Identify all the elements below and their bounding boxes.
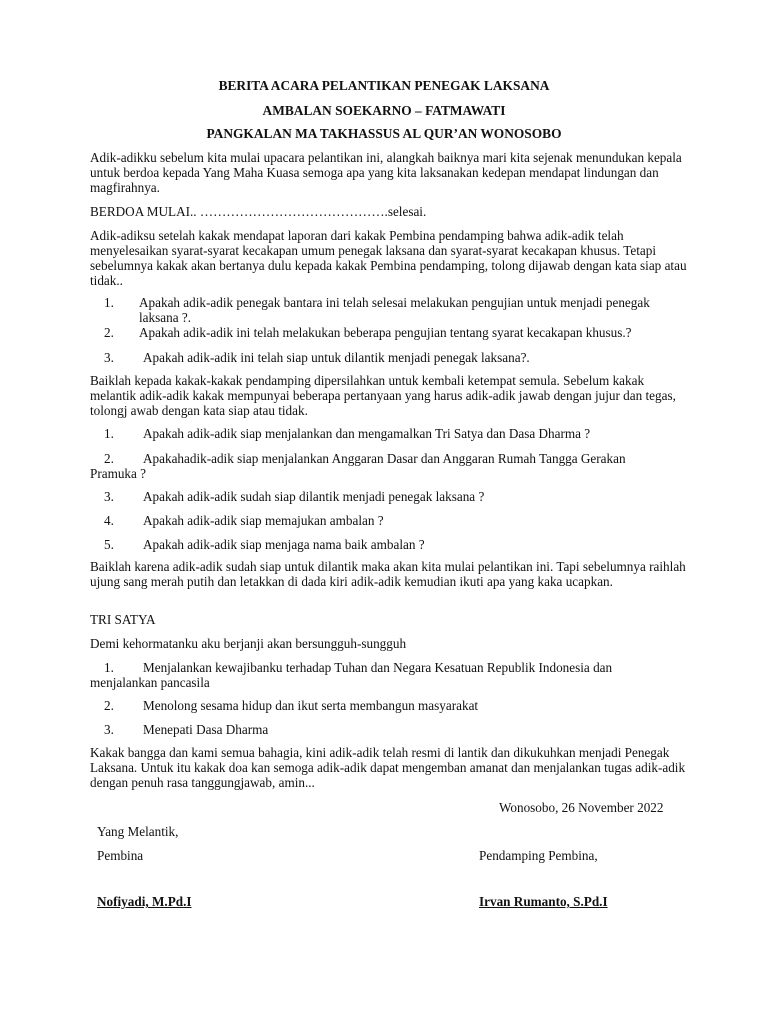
- list1-item-2: Apakah adik-adik ini telah melakukan beberapa pengujian tentang syarat kecakapan khusus.?: [139, 325, 632, 340]
- place-date: Wonosobo, 26 November 2022: [499, 800, 664, 815]
- list2-item-2: Apakahadik-adik siap menjalankan Anggaran Dasar dan Anggaran Rumah Tangga Gerakan: [143, 451, 626, 466]
- pembina-label: Pembina: [97, 848, 144, 863]
- demi-line: Demi kehormatanku aku berjanji akan bersungguh-sungguh: [90, 636, 407, 651]
- baiklah-paragraph-1: Baiklah kepada kakak-kakak pendamping dipersilahkan untuk kembali ketempat semula. Sebelum kakak melantik adik-adik kakak mempunyai beberapa pertanyaan yang harus adik-adik jawab dengan jujur dan tegas, tolongj awab dengan kata siap atau tidak.: [90, 373, 676, 418]
- list3-item-1: Menjalankan kewajibanku terhadap Tuhan dan Negara Kesatuan Republik Indonesia dan: [143, 660, 613, 675]
- list1-number-2: 2.: [104, 325, 114, 340]
- closing-paragraph: Kakak bangga dan kami semua bahagia, kini adik-adik telah resmi di lantik dan dikukuhkan menjadi Penegak Laksana. Untuk itu kakak doa kan semoga adik-adik dapat mengemban amanat dan menjalankan tugas adik-adik dengan penuh rasa tanggungjawab, amin...: [90, 745, 686, 790]
- list2-number-4: 4.: [104, 513, 114, 528]
- intro-paragraph: Adik-adikku sebelum kita mulai upacara pelantikan ini, alangkah baiknya mari kita sejenak menundukan kepala untuk berdoa kepada Yang Maha Kuasa semoga apa yang kita laksanakan kedepan mendapat lindungan dan magfirahnya.: [90, 150, 682, 195]
- list3-number-3: 3.: [104, 722, 114, 737]
- list2-item-5: Apakah adik-adik siap menjaga nama baik ambalan ?: [143, 537, 425, 552]
- pendamping-label: Pendamping Pembina,: [479, 848, 598, 863]
- list1-item-3: Apakah adik-adik ini telah siap untuk dilantik menjadi penegak laksana?.: [143, 350, 530, 365]
- list2-item-2-continued: Pramuka ?: [90, 466, 147, 481]
- yang-melantik-label: Yang Melantik,: [97, 824, 179, 839]
- pendamping-signature-name: Irvan Rumanto, S.Pd.I: [479, 894, 608, 909]
- list2-item-3: Apakah adik-adik sudah siap dilantik menjadi penegak laksana ?: [143, 489, 485, 504]
- list3-item-1-continued: menjalankan pancasila: [90, 675, 210, 690]
- list2-item-4: Apakah adik-adik siap memajukan ambalan ?: [143, 513, 384, 528]
- title-line-2: AMBALAN SOEKARNO – FATMAWATI: [262, 103, 506, 118]
- pembina-signature-name: Nofiyadi, M.Pd.I: [97, 894, 192, 909]
- title-line-3: PANGKALAN MA TAKHASSUS AL QUR’AN WONOSOBO: [206, 126, 562, 141]
- list1-item-1: Apakah adik-adik penegak bantara ini telah selesai melakukan pengujian untuk menjadi penegak laksana ?.: [139, 295, 650, 325]
- tri-satya-heading: TRI SATYA: [90, 612, 156, 627]
- list3-number-1: 1.: [104, 660, 114, 675]
- list3-item-3: Menepati Dasa Dharma: [143, 722, 269, 737]
- list2-number-5: 5.: [104, 537, 114, 552]
- berdoa-line: BERDOA MULAI.. …………………………………….selesai.: [90, 204, 427, 219]
- list2-number-1: 1.: [104, 426, 114, 441]
- list2-number-3: 3.: [104, 489, 114, 504]
- laporan-paragraph: Adik-adiksu setelah kakak mendapat laporan dari kakak Pembina pendamping bahwa adik-adik telah menyelesaikan syarat-syarat kecakapan umum penegak laksana dan syarat-syarat kecakapan khusus. Tetapi sebelumnya kakak akan bertanya dulu kepada kakak Pembina pendamping, tolong dijawab dengan kata siap atau tidak..: [90, 228, 687, 288]
- list1-number-3: 3.: [104, 350, 114, 365]
- list3-number-2: 2.: [104, 698, 114, 713]
- list2-item-1: Apakah adik-adik siap menjalankan dan mengamalkan Tri Satya dan Dasa Dharma ?: [143, 426, 591, 441]
- title-line-1: BERITA ACARA PELANTIKAN PENEGAK LAKSANA: [218, 78, 550, 93]
- list3-item-2: Menolong sesama hidup dan ikut serta membangun masyarakat: [143, 698, 479, 713]
- baiklah-paragraph-2: Baiklah karena adik-adik sudah siap untuk dilantik maka akan kita mulai pelantikan ini. Tapi sebelumnya raihlah ujung sang merah putih dan letakkan di dada kiri adik-adik kemudian ikuti apa yang kaka ucapkan.: [90, 559, 686, 589]
- list2-number-2: 2.: [104, 451, 114, 466]
- list1-number-1: 1.: [104, 295, 114, 310]
